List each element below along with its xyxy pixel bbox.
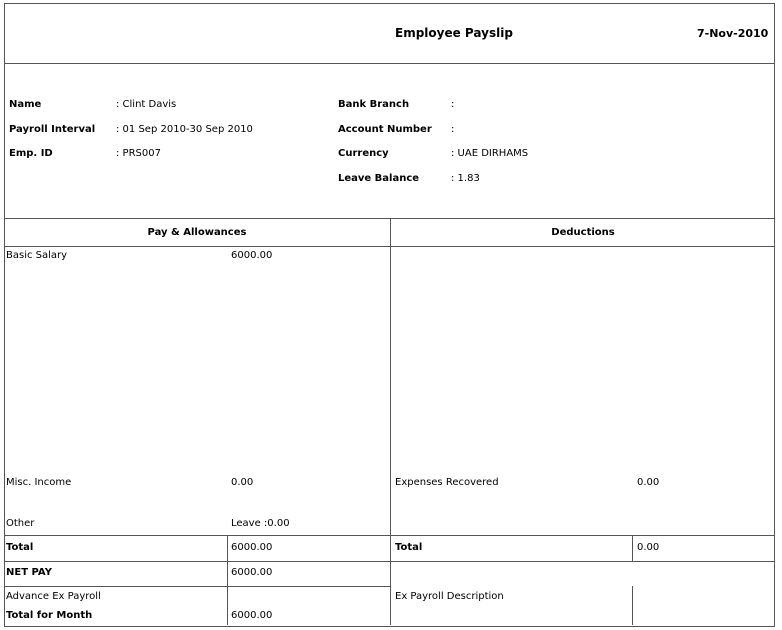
divider-ded-value-col xyxy=(632,535,633,561)
divider-center xyxy=(390,218,391,625)
account-number-label: Account Number xyxy=(338,124,432,135)
expenses-recovered-value: 0.00 xyxy=(637,477,660,488)
basic-salary-value: 6000.00 xyxy=(231,250,273,261)
expenses-recovered-label: Expenses Recovered xyxy=(395,477,499,488)
net-pay-value: 6000.00 xyxy=(231,567,273,578)
other-label: Other xyxy=(6,518,35,529)
net-pay-label: NET PAY xyxy=(6,567,52,578)
deductions-total-value: 0.00 xyxy=(637,542,660,553)
divider-ded-value-col-lower xyxy=(632,586,633,625)
emp-id-label: Emp. ID xyxy=(9,148,53,159)
pay-total-value: 6000.00 xyxy=(231,542,273,553)
total-for-month-value: 6000.00 xyxy=(231,610,273,621)
ex-payroll-description-label: Ex Payroll Description xyxy=(395,591,504,602)
misc-income-label: Misc. Income xyxy=(6,477,72,488)
misc-income-value: 0.00 xyxy=(231,477,254,488)
total-for-month-label: Total for Month xyxy=(6,610,93,621)
advance-ex-payroll-label: Advance Ex Payroll xyxy=(6,591,101,602)
deductions-total-label: Total xyxy=(395,542,423,553)
other-value: Leave :0.00 xyxy=(231,518,290,529)
payroll-interval-value: : 01 Sep 2010-30 Sep 2010 xyxy=(116,124,253,135)
divider-header xyxy=(4,63,775,64)
basic-salary-label: Basic Salary xyxy=(6,250,68,261)
emp-id-value: : PRS007 xyxy=(116,148,161,159)
name-value: : Clint Davis xyxy=(116,99,177,110)
payroll-interval-label: Payroll Interval xyxy=(9,124,96,135)
leave-balance-value: : 1.83 xyxy=(451,173,480,184)
leave-balance-label: Leave Balance xyxy=(338,173,420,184)
divider-pay-value-col xyxy=(227,535,228,625)
payslip-date: 7-Nov-2010 xyxy=(697,27,769,40)
deductions-header: Deductions xyxy=(551,227,615,238)
bank-branch-label: Bank Branch xyxy=(338,99,410,110)
pay-allowances-header: Pay & Allowances xyxy=(147,227,247,238)
page-title: Employee Payslip xyxy=(395,26,513,40)
bank-branch-value: : xyxy=(451,99,455,110)
currency-label: Currency xyxy=(338,148,389,159)
name-label: Name xyxy=(9,99,42,110)
pay-total-label: Total xyxy=(6,542,34,553)
divider-netpay-bottom xyxy=(4,586,391,587)
account-number-value: : xyxy=(451,124,455,135)
currency-value: : UAE DIRHAMS xyxy=(451,148,529,159)
